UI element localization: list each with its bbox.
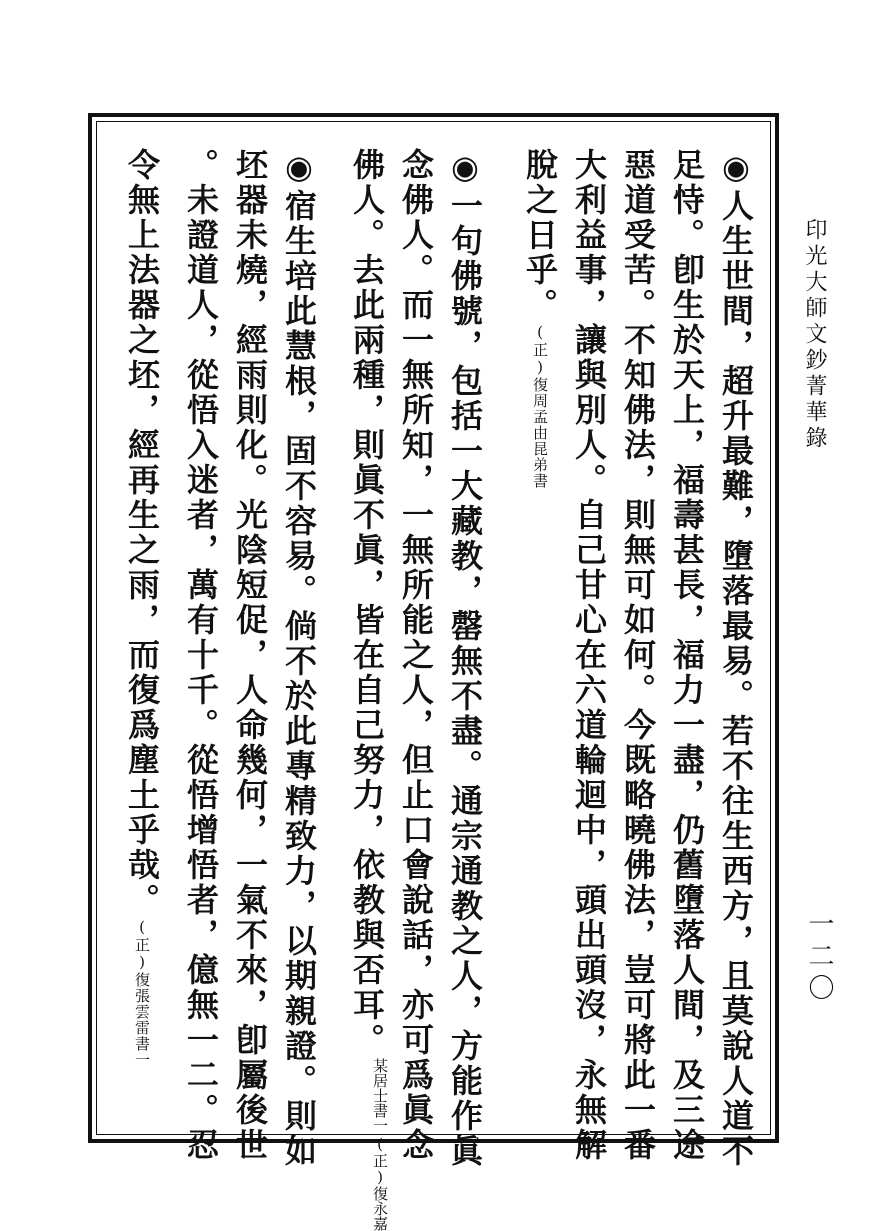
column-text: 惡道受苦。不知佛法，則無可如何。今既略曉佛法，豈可將此一番 bbox=[619, 148, 657, 1163]
page-number: 一二〇 bbox=[804, 910, 834, 1006]
text-column-5 bbox=[518, 148, 562, 489]
text-column-10 bbox=[228, 148, 272, 1163]
column-text: 大利益事，讓與別人。自己甘心在六道輪迴中，頭出頭沒，永無解 bbox=[570, 148, 608, 1163]
column-text: 脫之日乎。 bbox=[521, 148, 559, 323]
source-note-line-1: (正)復永嘉 bbox=[371, 1135, 389, 1231]
source-note-line-2: 某居士書一 bbox=[371, 1058, 389, 1133]
text-column-6 bbox=[443, 148, 487, 1169]
column-text: 。未證道人，從悟入迷者，萬有十千。從悟增悟者，億無一二。忍 bbox=[182, 148, 220, 1163]
column-text: ◉一句佛號，包括一大藏教，罄無不盡。通宗通教之人，方能作眞 bbox=[446, 148, 484, 1169]
text-column-12 bbox=[120, 148, 164, 1068]
column-text: 令無上法器之坯，經再生之雨，而復爲塵土乎哉。 bbox=[123, 148, 161, 918]
text-column-11 bbox=[179, 148, 223, 1163]
text-column-4 bbox=[567, 148, 611, 1163]
running-title: 印光大師文鈔菁華錄 bbox=[802, 218, 827, 452]
column-text: 足恃。卽生於天上，福壽甚長，福力一盡，仍舊墮落人間，及三途 bbox=[668, 148, 706, 1163]
column-text: 念佛人。而一無所知，一無所能之人，但止口會說話，亦可爲眞念 bbox=[397, 148, 435, 1163]
source-note: (正)復周孟由昆弟書 bbox=[531, 323, 549, 489]
text-column-2 bbox=[665, 148, 709, 1163]
text-column-1 bbox=[714, 148, 758, 1169]
text-column-3 bbox=[616, 148, 660, 1163]
source-note bbox=[371, 1058, 389, 1231]
text-column-8 bbox=[345, 148, 389, 1231]
column-text: 佛人。去此兩種，則眞不眞，皆在自己努力，依教與否耳。 bbox=[348, 148, 386, 1058]
source-note: (正)復張雲雷書一 bbox=[133, 918, 151, 1068]
column-text: 坯器未燒，經雨則化。光陰短促，人命幾何，一氣不來，卽屬後世 bbox=[231, 148, 269, 1163]
text-column-7 bbox=[394, 148, 438, 1163]
column-text: ◉宿生培此慧根，固不容易。倘不於此專精致力，以期親證。則如 bbox=[280, 148, 318, 1169]
column-text: ◉人生世間，超升最難，墮落最易。若不往生西方，且莫說人道不 bbox=[717, 148, 755, 1169]
text-column-9 bbox=[277, 148, 321, 1169]
